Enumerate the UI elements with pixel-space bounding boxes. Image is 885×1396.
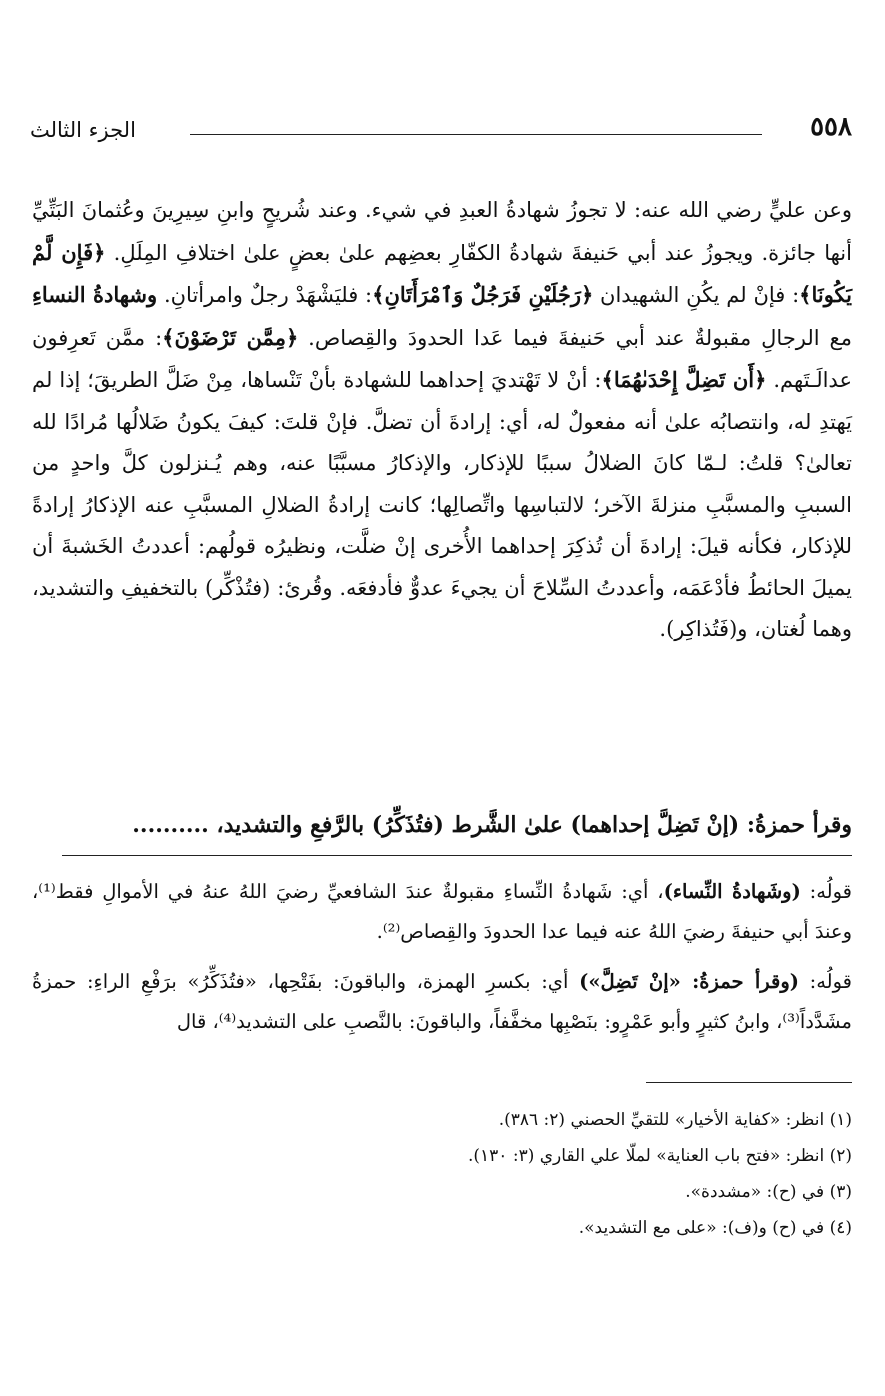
lemma-heading: وشهادةُ النساءِ	[32, 282, 158, 307]
page-header	[30, 112, 852, 152]
commentary	[32, 872, 852, 1052]
quran-quote: ﴿رَجُلَيْنِ فَرَجُلٌ وَٱمْرَأَتَانِ﴾	[372, 282, 594, 307]
footnote: (٣) في (ح): «مشددة».	[685, 1182, 852, 1202]
commentary-paragraph	[32, 962, 852, 1042]
footnote: (١) انظر: «كفاية الأخيار» للتقيِّ الحصني (٢: ٣٨٦).	[498, 1110, 852, 1130]
main-text-part: : فليَشْهَدْ رجلٌ وامرأتانِ.	[157, 283, 373, 307]
header-rule	[190, 134, 762, 135]
commentary-lemma: (وشَهادةُ النِّساء)	[663, 880, 801, 903]
main-text	[32, 190, 852, 651]
commentary-text: ، أي: شَهادةُ النِّساءِ مقبولةٌ عندَ الشافعيِّ رضيَ اللهُ عنهُ في الأموالِ فقط⁽¹⁾، وعندَ أبي حنيفةَ رضيَ اللهُ عنه فيما عدا الحدودَ والقِصاص⁽²⁾.	[32, 880, 852, 943]
commentary-text: أي: بكسرِ الهمزة، والباقونَ: بفَتْحِها، «فتُذَكِّرُ» برَفْعِ الراءِ: حمزةُ مشَدَّداً⁽³⁾، وابنُ كثيرٍ وأبو عَمْرٍو: بنَصْبِها مخفَّفاً، والباقونَ: بالنَّصبِ على التشديد⁽⁴⁾، قال	[32, 970, 852, 1033]
quran-quote: ﴿أَن تَضِلَّ إِحْدَىٰهُمَا﴾	[601, 367, 767, 392]
commentary-lead: قولُه:	[800, 880, 853, 903]
footnotes	[32, 1102, 852, 1246]
matn-divider	[62, 855, 852, 856]
quran-quote: ﴿مِمَّن تَرْضَوْنَ﴾	[162, 324, 299, 350]
main-text-part: : أنْ لا تَهْتديَ إحداهما للشهادة بأنْ تَنْساها، مِنْ ضَلَّ الطريقَ؛ إذا لم يَهتدِ له، وانتصابُه علىٰ أنه مفعولٌ له، أي: إرادةَ أن تضلَّ. فإنْ قلتَ: كيفَ يكونُ ضَلالُها مُرادًا لله تعالىٰ؟ قلتُ: لـمّا كانَ الضلالُ سببًا للإذكار، والإذكارُ مسبَّبًا عنه، وهم يُـنزلون كلَّ واحدٍ من السببِ والمسبَّبِ منزلةَ الآخر؛ لالتباسِها واتِّصالِها؛ كانت إرادةُ الضلالِ المسبَّبِ عنه الإذكارُ إرادةً للإذكار، فكأنه قيلَ: إرادةَ أن تُذكِرَ إحداهما الأُخرى إنْ ضلَّت، ونظيرُه قولُهم: أعددتُ الخَشبةَ أن يميلَ الحائطُ فأدْعَمَه، وأعددتُ السِّلاحَ أن يجيءَ عدوٌّ فأدفعَه. وقُرئ: (فتُذْكِّر) بالتخفيفِ والتشديد، وهما لُغتان، و(فَتُذاكِر).	[32, 368, 852, 641]
commentary-paragraph	[32, 872, 852, 952]
main-text-part: : ممَّن تَعرِفون عدالَـتَهم.	[32, 325, 852, 392]
footnote: (٤) في (ح) و(ف): «على مع التشديد».	[578, 1218, 852, 1238]
main-text-part: : فإنْ لم يكُنِ الشهيدان	[593, 283, 800, 307]
main-text-part: مع الرجالِ مقبولةٌ عند أبي حَنيفةَ فيما عَدا الحدودَ والقِصاص.	[298, 325, 852, 350]
quran-quote: ﴿فَإِن لَّمْ يَكُونَا﴾	[32, 239, 852, 307]
matn-line: وقرأ حمزةُ: (إنْ تَضِلَّ إحداهما) علىٰ الشَّرط (فتُذَكِّرُ) بالرَّفعِ والتشديد، ..........	[132, 812, 852, 838]
commentary-lead: قولُه:	[798, 970, 852, 993]
page-number: ٥٥٨	[810, 112, 852, 142]
footnote-divider	[646, 1082, 852, 1083]
footnote: (٢) انظر: «فتح باب العناية» لملّا علي القاري (٣: ١٣٠).	[467, 1146, 852, 1166]
main-paragraph	[32, 190, 852, 651]
main-text-part: وعن عليٍّ رضي الله عنه: لا تجوزُ شهادةُ العبدِ في شيء. وعند شُريحٍ وابنِ سِيرِينَ وعُثمانَ البَتِّيِّ أنها جائزة. ويجوزُ عند أبي حَنيفةَ شهادةُ الكفّارِ بعضِهم علىٰ بعضٍ علىٰ اختلافِ المِلَلِ.	[32, 198, 852, 265]
running-title: الجزء الثالث	[30, 118, 136, 142]
commentary-lemma: (وقرأ حمزةُ: «إنْ تَضِلَّ»)	[579, 970, 799, 993]
